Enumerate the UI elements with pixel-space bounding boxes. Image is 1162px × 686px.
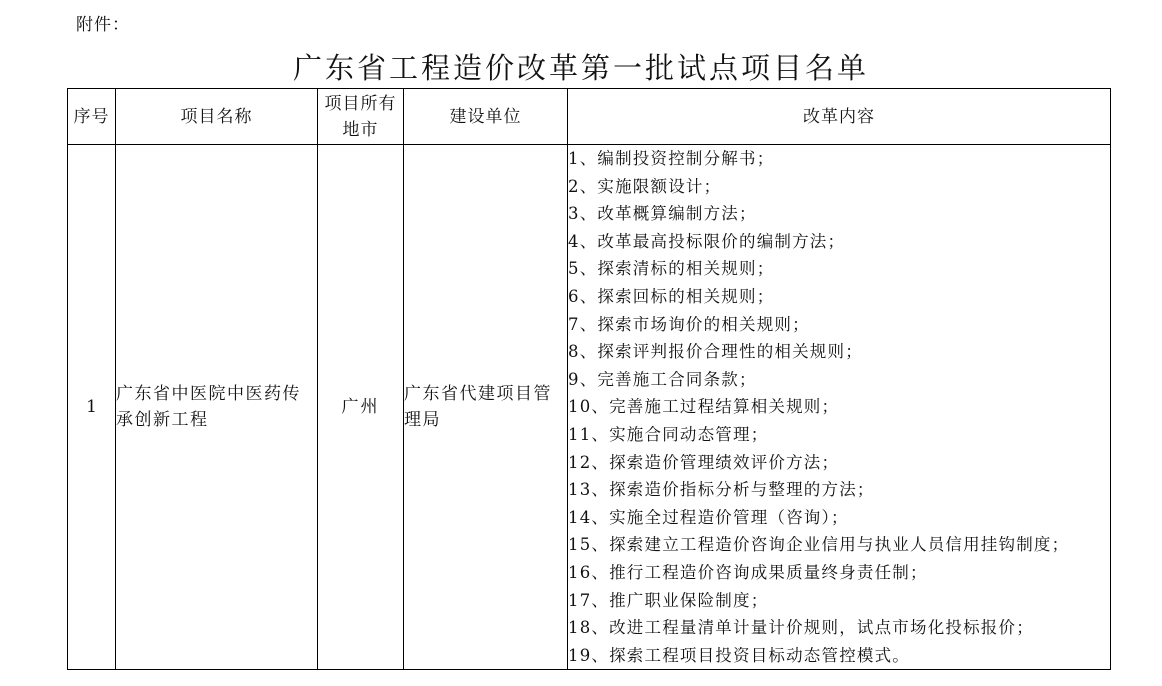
list-item: 16、推行工程造价咨询成果质量终身责任制； bbox=[568, 562, 928, 582]
list-item: 13、探索造价指标分析与整理的方法； bbox=[568, 480, 875, 500]
header-project-name: 项目名称 bbox=[116, 89, 318, 145]
list-item: 12、探索造价管理绩效评价方法； bbox=[568, 452, 840, 472]
list-item: 3、改革概算编制方法； bbox=[568, 204, 757, 224]
list-item: 19、探索工程项目投资目标动态管控模式。 bbox=[568, 645, 910, 665]
list-item: 18、改进工程量清单计量计价规则，试点市场化投标报价； bbox=[568, 618, 1034, 638]
list-item: 17、推广职业保险制度； bbox=[568, 590, 769, 610]
row-index: 1 bbox=[68, 145, 116, 670]
list-item: 11、实施合同动态管理； bbox=[568, 424, 769, 444]
list-item: 1、编制投资控制分解书； bbox=[568, 149, 775, 168]
header-content: 改革内容 bbox=[568, 89, 1111, 145]
list-item: 8、探索评判报价合理性的相关规则； bbox=[568, 342, 863, 362]
attachment-label: 附件： bbox=[76, 15, 130, 35]
row-location: 广州 bbox=[318, 145, 404, 670]
row-content bbox=[568, 145, 1111, 670]
row-project-name: 广东省中医院中医药传承创新工程 bbox=[116, 145, 318, 670]
header-builder: 建设单位 bbox=[404, 89, 568, 145]
header-index: 序号 bbox=[68, 89, 116, 145]
pilot-project-table bbox=[67, 88, 1111, 670]
header-location: 项目所有地市 bbox=[318, 89, 404, 145]
list-item: 5、探索清标的相关规则； bbox=[568, 259, 775, 279]
document-title: 广东省工程造价改革第一批试点项目名单 bbox=[292, 51, 869, 85]
list-item: 10、完善施工过程结算相关规则； bbox=[568, 397, 840, 417]
reform-content-list bbox=[568, 145, 1110, 669]
list-item: 9、完善施工合同条款； bbox=[568, 369, 757, 389]
list-item: 15、探索建立工程造价咨询企业信用与执业人员信用挂钩制度； bbox=[568, 535, 1070, 555]
list-item: 2、实施限额设计； bbox=[568, 176, 722, 196]
list-item: 4、改革最高投标限价的编制方法； bbox=[568, 231, 846, 251]
row-builder: 广东省代建项目管理局 bbox=[404, 145, 568, 670]
list-item: 6、探索回标的相关规则； bbox=[568, 286, 775, 306]
table-row bbox=[68, 145, 1111, 670]
table-header-row bbox=[68, 89, 1111, 145]
list-item: 14、实施全过程造价管理（咨询）； bbox=[568, 507, 849, 527]
list-item: 7、探索市场询价的相关规则； bbox=[568, 314, 810, 334]
